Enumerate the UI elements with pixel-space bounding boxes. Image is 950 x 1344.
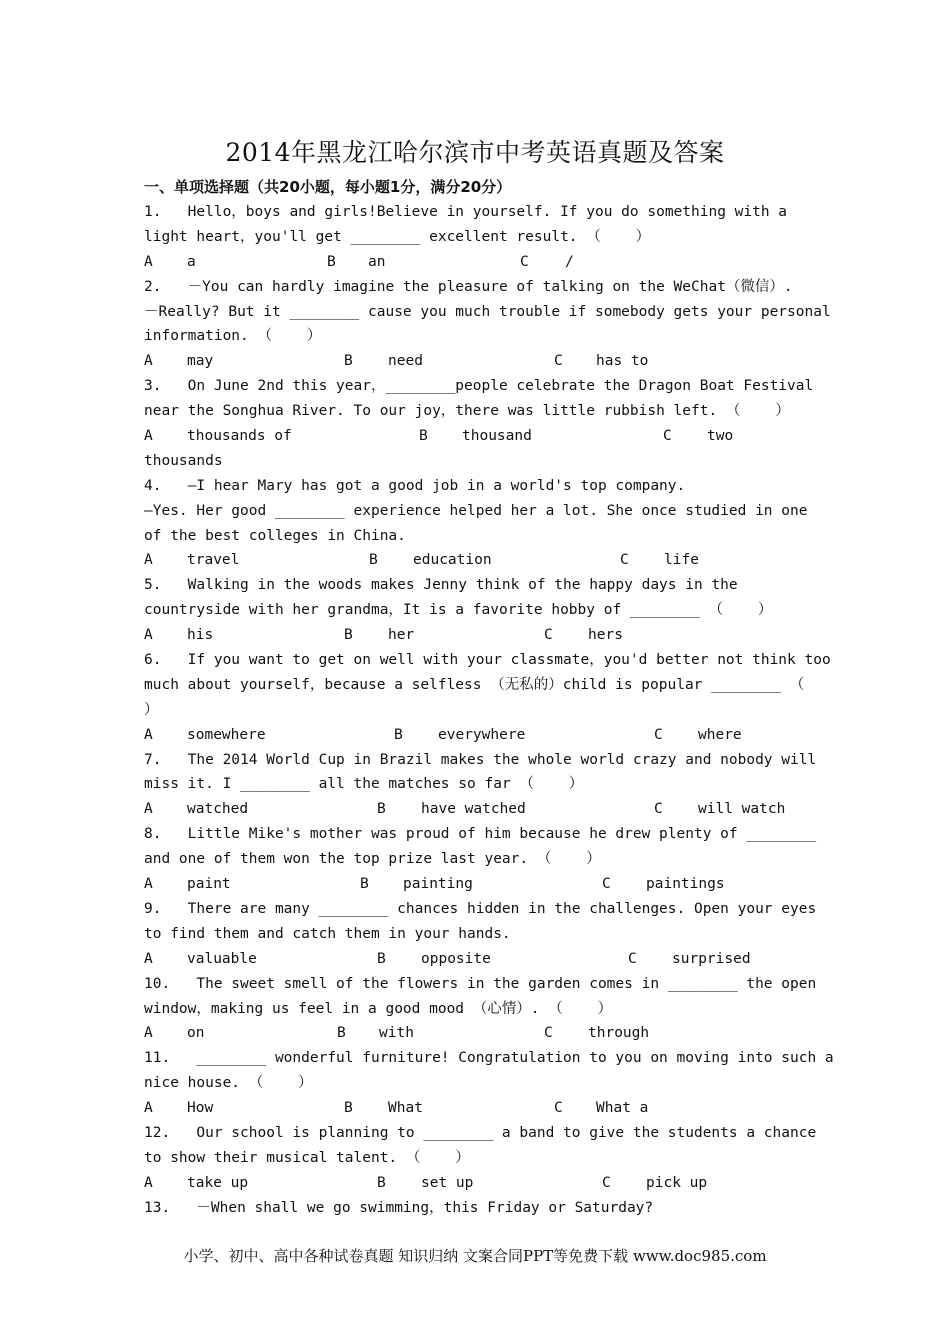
question-text-line: much about yourself，because a selfless （无私的）child is popular ________ （ — [144, 676, 805, 693]
option-letter: C — [654, 801, 663, 818]
option-row — [144, 797, 814, 822]
option-text: a — [187, 253, 196, 270]
option-letter: B — [377, 801, 386, 818]
question-text-line: thousands — [144, 452, 223, 469]
question-text-line: of the best colleges in China. — [144, 527, 406, 544]
question-text-line: light heart，you'll get ________ excellent result. （ ） — [144, 228, 651, 245]
option-text: / — [565, 253, 574, 270]
option-text: set up — [421, 1174, 474, 1191]
question-text-line: 11. ________ wonderful furniture! Congratulation to you on moving into such a — [144, 1050, 834, 1067]
question-text-line: —Yes. Her good ________ experience helped her a lot. She once studied in one — [144, 502, 808, 519]
question-text-line: information. （ ） — [144, 328, 322, 345]
question-item — [144, 573, 814, 648]
question-text-line: 3. On June 2nd this year，________people celebrate the Dragon Boat Festival — [144, 378, 814, 395]
option-text: somewhere — [187, 726, 266, 743]
option-letter: A — [144, 353, 153, 370]
question-list — [144, 200, 834, 1221]
option-text: What — [388, 1100, 423, 1117]
question-text-line: 2. －You can hardly imagine the pleasure of talking on the WeChat（微信）. — [144, 278, 793, 295]
option-text: life — [664, 552, 699, 569]
option-text: has to — [596, 353, 649, 370]
question-item — [144, 1196, 814, 1221]
option-text: with — [379, 1025, 414, 1042]
section-title: 一、单项选择题（共20小题，每小题1分，满分20分） — [144, 178, 512, 196]
option-letter: B — [337, 1025, 346, 1042]
option-text: on — [187, 1025, 205, 1042]
option-letter: C — [602, 1174, 611, 1191]
option-text: paint — [187, 876, 231, 893]
question-text-line: near the Songhua River. To our joy，there was little rubbish left. （ ） — [144, 403, 790, 420]
option-letter: C — [554, 1100, 563, 1117]
option-letter: A — [144, 1100, 153, 1117]
option-text: will watch — [698, 801, 786, 818]
option-row — [144, 872, 814, 897]
question-text-line: 4. —I hear Mary has got a good job in a world's top company. — [144, 477, 686, 494]
question-text-line: 10. The sweet smell of the flowers in the garden comes in ________ the open — [144, 975, 817, 992]
question-item — [144, 648, 831, 748]
option-letter: C — [554, 353, 563, 370]
option-row — [144, 623, 814, 648]
option-row — [144, 250, 814, 275]
option-letter: A — [144, 1025, 153, 1042]
option-letter: C — [663, 428, 672, 445]
option-letter: A — [144, 726, 153, 743]
question-text-line: countryside with her grandma，It is a favorite hobby of ________ （ ） — [144, 602, 773, 619]
option-row — [144, 1021, 814, 1046]
option-row — [144, 349, 814, 374]
option-letter: C — [520, 253, 529, 270]
option-text: where — [698, 726, 742, 743]
option-letter: C — [654, 726, 663, 743]
option-letter: B — [360, 876, 369, 893]
option-text: painting — [403, 876, 473, 893]
option-letter: B — [327, 253, 336, 270]
option-text: opposite — [421, 950, 491, 967]
option-letter: A — [144, 552, 153, 569]
option-text: paintings — [646, 876, 725, 893]
option-letter: C — [628, 950, 637, 967]
option-text: pick up — [646, 1174, 708, 1191]
question-text-line: －Really? But it ________ cause you much trouble if somebody gets your personal — [144, 303, 831, 320]
option-text: two — [707, 428, 734, 445]
question-text-line: 5. Walking in the woods makes Jenny think of the happy days in the — [144, 577, 738, 594]
option-letter: B — [344, 1100, 353, 1117]
question-text-line: 12. Our school is planning to ________ a band to give the students a chance — [144, 1124, 817, 1141]
option-text: thousand — [462, 428, 532, 445]
option-text: valuable — [187, 950, 257, 967]
question-text-line: nice house. （ ） — [144, 1075, 313, 1092]
option-text: hers — [588, 627, 623, 644]
option-letter: C — [544, 1025, 553, 1042]
option-letter: B — [377, 1174, 386, 1191]
option-text: thousands of — [187, 428, 292, 445]
question-text-line: to find them and catch them in your hands. — [144, 925, 511, 942]
question-text-line: window，making us feel in a good mood （心情）. （ ） — [144, 1000, 613, 1017]
page-title: 2014年黑龙江哈尔滨市中考英语真题及答案 — [225, 138, 725, 167]
question-item — [144, 474, 814, 574]
option-letter: A — [144, 801, 153, 818]
option-letter: A — [144, 428, 153, 445]
question-item — [144, 1046, 834, 1121]
option-row — [144, 947, 814, 972]
option-row — [144, 1171, 814, 1196]
option-text: What a — [596, 1100, 649, 1117]
option-letter: B — [344, 627, 353, 644]
option-text: watched — [187, 801, 249, 818]
option-text: education — [413, 552, 492, 569]
question-item — [144, 1121, 817, 1196]
question-item — [144, 200, 814, 275]
option-text: his — [187, 627, 214, 644]
option-letter: B — [369, 552, 378, 569]
option-text: travel — [187, 552, 240, 569]
question-item — [144, 374, 814, 474]
question-text-line: miss it. I ________ all the matches so far （ ） — [144, 776, 584, 793]
option-text: How — [187, 1100, 214, 1117]
option-text: surprised — [672, 950, 751, 967]
option-letter: A — [144, 627, 153, 644]
question-item — [144, 748, 817, 823]
question-text-line: 6. If you want to get on well with your classmate，you'd better not think too — [144, 652, 831, 669]
option-text: may — [187, 353, 214, 370]
question-text-line: 13. －When shall we go swimming，this Friday or Saturday? — [144, 1199, 654, 1216]
question-item — [144, 822, 817, 897]
question-item — [144, 897, 817, 972]
option-letter: B — [377, 950, 386, 967]
option-text: have watched — [421, 801, 526, 818]
option-letter: C — [620, 552, 629, 569]
option-row — [144, 723, 814, 748]
option-row — [144, 424, 814, 449]
option-letter: A — [144, 950, 153, 967]
question-item — [144, 972, 817, 1047]
option-letter: C — [544, 627, 553, 644]
option-letter: C — [602, 876, 611, 893]
option-letter: A — [144, 876, 153, 893]
footer-text: 小学、初中、高中各种试卷真题 知识归纳 文案合同PPT等免费下载 www.doc985.com — [183, 1247, 767, 1265]
option-letter: B — [344, 353, 353, 370]
question-text-line: 8. Little Mike's mother was proud of him because he drew plenty of ________ — [144, 826, 817, 843]
question-text-line: 1. Hello，boys and girls!Believe in yourself. If you do something with a — [144, 204, 788, 220]
option-letter: A — [144, 1174, 153, 1191]
option-text: an — [368, 253, 386, 270]
option-text: her — [388, 627, 415, 644]
question-text-line: ） — [144, 701, 159, 718]
question-text-line: 7. The 2014 World Cup in Brazil makes the whole world crazy and nobody will — [144, 751, 817, 768]
option-letter: A — [144, 253, 153, 270]
option-letter: B — [394, 726, 403, 743]
question-item — [144, 275, 831, 375]
option-text: through — [588, 1025, 650, 1042]
option-text: everywhere — [438, 726, 526, 743]
question-text-line: 9. There are many ________ chances hidden in the challenges. Open your eyes — [144, 900, 817, 917]
question-text-line: to show their musical talent. （ ） — [144, 1149, 470, 1166]
option-letter: B — [419, 428, 428, 445]
option-text: need — [388, 353, 423, 370]
question-text-line: and one of them won the top prize last year. （ ） — [144, 851, 601, 868]
option-row — [144, 1096, 814, 1121]
option-text: take up — [187, 1174, 249, 1191]
option-row — [144, 548, 814, 573]
